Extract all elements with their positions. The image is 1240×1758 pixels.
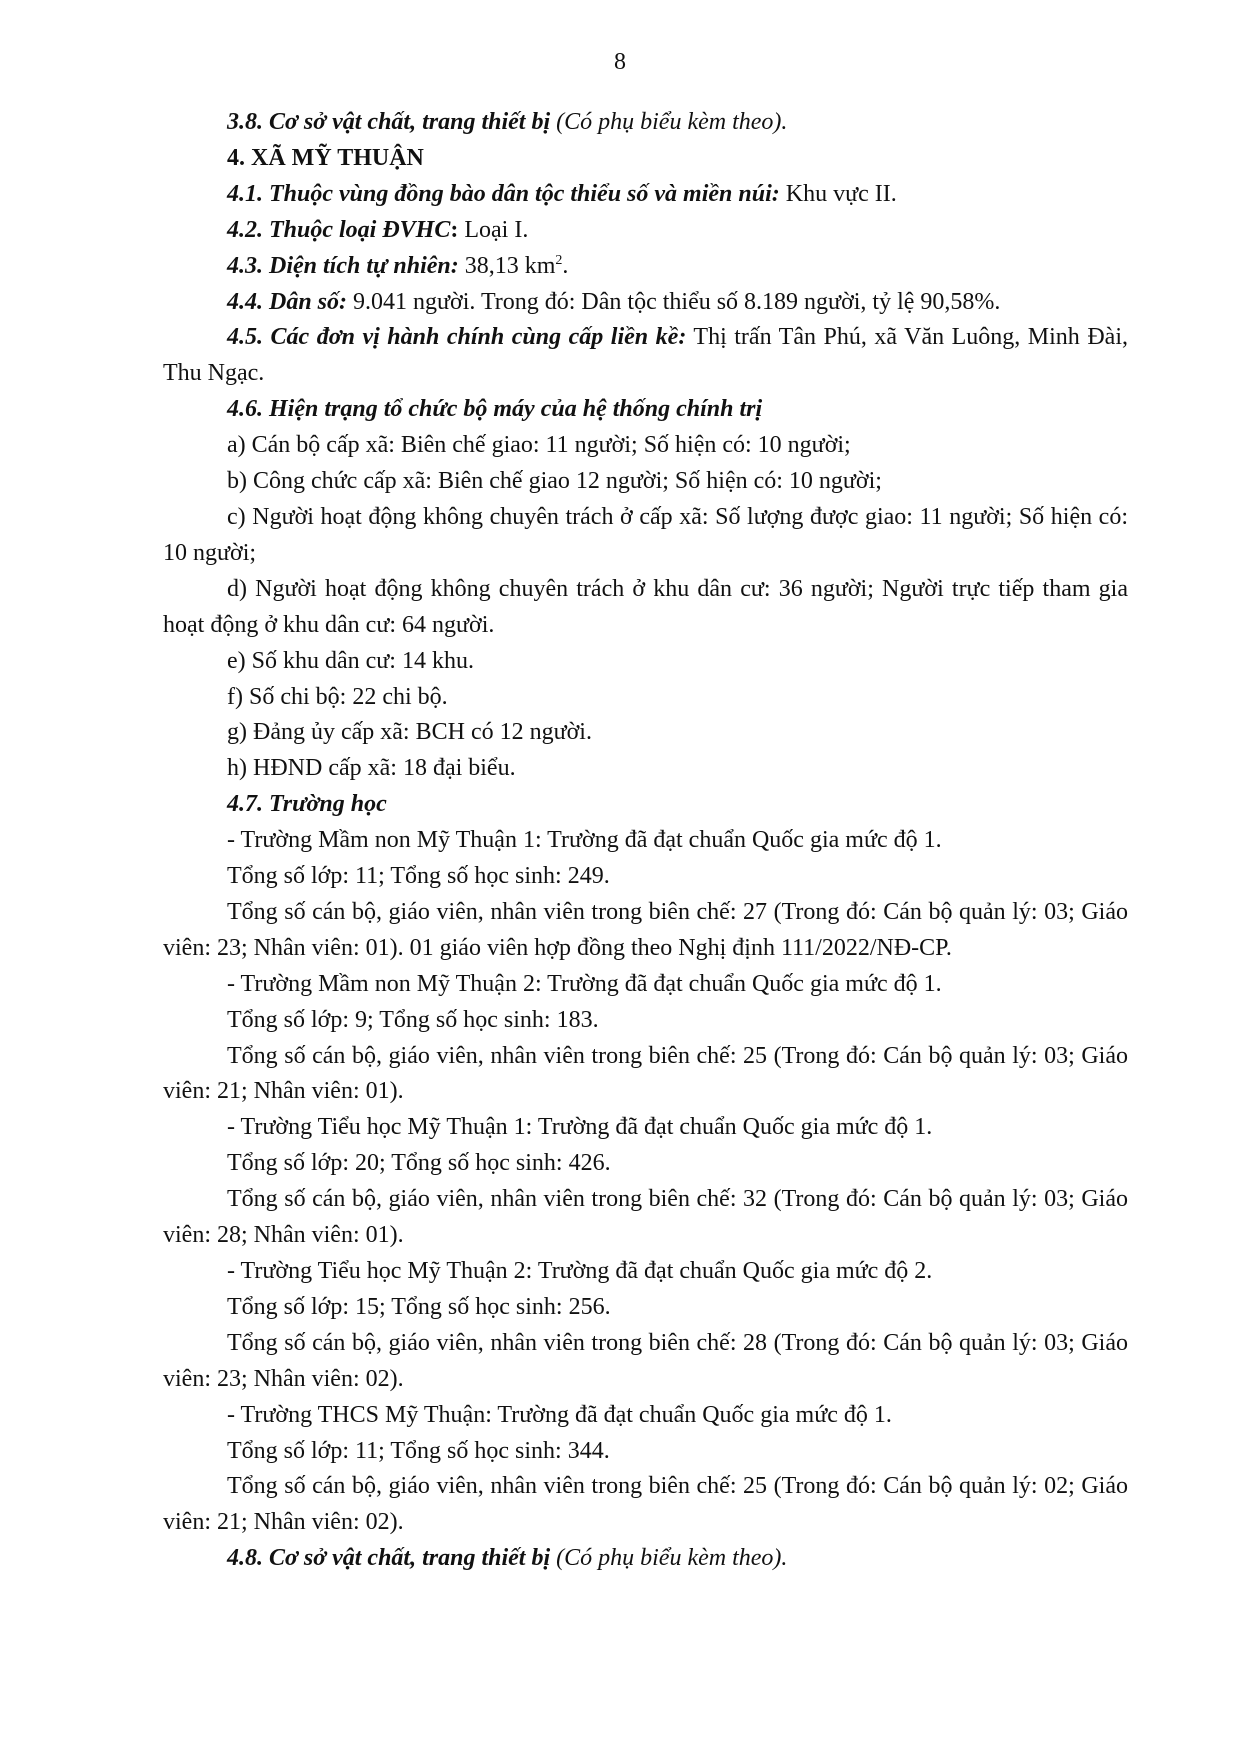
- heading-xa-my-thuan: 4. XÃ MỸ THUẬN: [227, 144, 424, 171]
- school-classes: Tổng số lớp: 11; Tổng số học sinh: 249.: [227, 863, 610, 890]
- section-4-3: [163, 249, 1128, 285]
- section-4-2-value: Loại I.: [458, 216, 529, 243]
- list-item: b) Công chức cấp xã: Biên chế giao 12 người; Số hiện có: 10 người;: [227, 468, 882, 495]
- section-4-5-label: 4.5. Các đơn vị hành chính cùng cấp liền kề:: [227, 324, 687, 351]
- section-4-6-label: 4.6. Hiện trạng tổ chức bộ máy của hệ thống chính trị: [227, 396, 763, 423]
- section-4-3-label: 4.3. Diện tích tự nhiên:: [227, 252, 459, 279]
- section-4-5: [163, 320, 1128, 392]
- section-4-2-colon: :: [450, 216, 459, 243]
- section-4-5-value: Thị trấn Tân Phú, xã Văn Luông, Minh Đài, Thu Ngạc.: [163, 324, 1128, 387]
- school-name: - Trường Mầm non Mỹ Thuận 2: Trường đã đạt chuẩn Quốc gia mức độ 1.: [227, 970, 942, 997]
- school-staff: Tổng số cán bộ, giáo viên, nhân viên trong biên chế: 25 (Trong đó: Cán bộ quản lý: 02; Giáo viên: 21; Nhân viên: 02).: [163, 1473, 1128, 1536]
- list-item: d) Người hoạt động không chuyên trách ở khu dân cư: 36 người; Người trực tiếp tham gia hoạt động ở khu dân cư: 64 người.: [163, 575, 1128, 638]
- list-item: c) Người hoạt động không chuyên trách ở cấp xã: Số lượng được giao: 11 người; Số hiện có: 10 người;: [163, 503, 1128, 566]
- section-4-4-label: 4.4. Dân số:: [227, 288, 348, 315]
- section-4-1: [163, 177, 1128, 213]
- school-classes: Tổng số lớp: 11; Tổng số học sinh: 344.: [227, 1437, 610, 1464]
- section-4-3-sup: 2: [555, 252, 563, 268]
- section-3-8-label: 3.8. Cơ sở vật chất, trang thiết bị: [227, 109, 551, 135]
- school-classes: Tổng số lớp: 20; Tổng số học sinh: 426.: [227, 1150, 611, 1177]
- list-item: e) Số khu dân cư: 14 khu.: [227, 647, 474, 674]
- document-body: [163, 105, 1128, 1577]
- school-staff: Tổng số cán bộ, giáo viên, nhân viên trong biên chế: 25 (Trong đó: Cán bộ quản lý: 03; Giáo viên: 21; Nhân viên: 01).: [163, 1042, 1128, 1105]
- section-4-7-label: 4.7. Trường học: [227, 791, 387, 818]
- list-item: a) Cán bộ cấp xã: Biên chế giao: 11 người; Số hiện có: 10 người;: [227, 432, 851, 459]
- section-4-2-label: 4.2. Thuộc loại ĐVHC: [227, 216, 451, 243]
- school-name: - Trường Tiểu học Mỹ Thuận 1: Trường đã đạt chuẩn Quốc gia mức độ 1.: [227, 1114, 933, 1141]
- school-staff: Tổng số cán bộ, giáo viên, nhân viên trong biên chế: 28 (Trong đó: Cán bộ quản lý: 03; Giáo viên: 23; Nhân viên: 02).: [163, 1329, 1128, 1392]
- school-classes: Tổng số lớp: 15; Tổng số học sinh: 256.: [227, 1293, 611, 1320]
- section-4-4-value: 9.041 người. Trong đó: Dân tộc thiểu số 8.189 người, tỷ lệ 90,58%.: [347, 288, 1001, 315]
- section-4-3-value: 38,13 km: [458, 252, 556, 279]
- page-number: 8: [614, 49, 626, 75]
- section-3-8: [163, 105, 1128, 141]
- section-4-2: [163, 213, 1128, 249]
- section-4-1-label: 4.1. Thuộc vùng đồng bào dân tộc thiểu số và miền núi:: [227, 180, 780, 207]
- school-classes: Tổng số lớp: 9; Tổng số học sinh: 183.: [227, 1006, 599, 1033]
- section-4-8: [163, 1541, 1128, 1577]
- section-4-3-end: .: [562, 252, 569, 279]
- list-item: h) HĐND cấp xã: 18 đại biểu.: [227, 755, 516, 782]
- section-4-1-value: Khu vực II.: [779, 180, 897, 207]
- school-name: - Trường THCS Mỹ Thuận: Trường đã đạt chuẩn Quốc gia mức độ 1.: [227, 1401, 892, 1428]
- section-4-4: [163, 285, 1128, 321]
- section-3-8-note: (Có phụ biểu kèm theo).: [556, 109, 788, 135]
- list-item: g) Đảng ủy cấp xã: BCH có 12 người.: [227, 719, 592, 746]
- school-name: - Trường Tiểu học Mỹ Thuận 2: Trường đã đạt chuẩn Quốc gia mức độ 2.: [227, 1258, 933, 1284]
- list-item: f) Số chi bộ: 22 chi bộ.: [227, 683, 448, 710]
- school-staff: Tổng số cán bộ, giáo viên, nhân viên trong biên chế: 32 (Trong đó: Cán bộ quản lý: 03; Giáo viên: 28; Nhân viên: 01).: [163, 1186, 1128, 1249]
- section-4-8-note: (Có phụ biểu kèm theo).: [556, 1545, 788, 1572]
- school-name: - Trường Mầm non Mỹ Thuận 1: Trường đã đạt chuẩn Quốc gia mức độ 1.: [227, 827, 942, 854]
- school-staff: Tổng số cán bộ, giáo viên, nhân viên trong biên chế: 27 (Trong đó: Cán bộ quản lý: 03; Giáo viên: 23; Nhân viên: 01). 01 giáo viên hợp đồng theo Nghị định 111/2022/NĐ-CP.: [163, 898, 1128, 961]
- section-4-8-label: 4.8. Cơ sở vật chất, trang thiết bị: [227, 1545, 551, 1572]
